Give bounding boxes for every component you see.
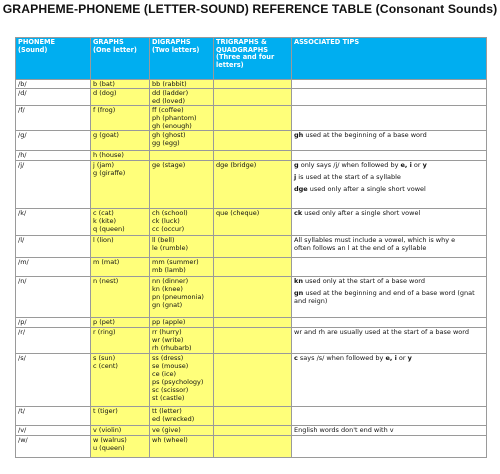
tips-cell bbox=[292, 426, 487, 436]
tips-cell bbox=[292, 106, 487, 131]
trigraphs-cell bbox=[214, 436, 292, 458]
tip-text: English words don't end with bbox=[294, 426, 390, 434]
phoneme-cell: /s/ bbox=[16, 354, 91, 407]
header-graphs bbox=[91, 38, 150, 80]
table-row bbox=[16, 131, 487, 151]
tip-line bbox=[294, 354, 484, 362]
cell-line: cc (occur) bbox=[152, 225, 185, 233]
cell-line: ck (luck) bbox=[152, 217, 180, 225]
tips-cell bbox=[292, 407, 487, 426]
tip-text: All syllables must include a vowel, which is why bbox=[294, 236, 452, 244]
trigraphs-cell bbox=[214, 354, 292, 407]
tip-text: used at the beginning and end of a base word (gnat bbox=[303, 289, 475, 297]
trigraphs-cell bbox=[214, 328, 292, 354]
cell-line: r (ring) bbox=[93, 328, 116, 336]
tips-cell bbox=[292, 328, 487, 354]
tip-keyword: j bbox=[294, 173, 297, 181]
tips-cell bbox=[292, 277, 487, 318]
cell-line: c (cent) bbox=[93, 362, 118, 370]
cell-line: mb (lamb) bbox=[152, 266, 186, 274]
table-row bbox=[16, 354, 487, 407]
tip-text: and reign) bbox=[294, 297, 328, 305]
cell-line: tt (letter) bbox=[152, 407, 182, 415]
cell-line: wh (wheel) bbox=[152, 436, 188, 444]
header-line: (Two letters) bbox=[152, 45, 200, 54]
graphs-cell bbox=[91, 436, 150, 458]
cell-line: gg (egg) bbox=[152, 139, 180, 147]
cell-line: mm (summer) bbox=[152, 258, 199, 266]
tip-keyword: gn bbox=[294, 289, 304, 297]
phoneme-cell: /t/ bbox=[16, 407, 91, 426]
digraphs-cell bbox=[150, 436, 214, 458]
digraphs-cell bbox=[150, 131, 214, 151]
cell-line: n (nest) bbox=[93, 277, 119, 285]
tips-cell bbox=[292, 436, 487, 458]
cell-line: t (tiger) bbox=[93, 407, 118, 415]
table-row bbox=[16, 328, 487, 354]
cell-line: pp (apple) bbox=[152, 318, 186, 326]
header-line: (Three and four bbox=[216, 53, 275, 61]
cell-line: sc (scissor) bbox=[152, 386, 189, 394]
cell-line: gh (ghost) bbox=[152, 131, 186, 139]
table-row bbox=[16, 209, 487, 236]
cell-line: ve (give) bbox=[152, 426, 181, 434]
table-row bbox=[16, 436, 487, 458]
header-line: letters) bbox=[216, 60, 244, 69]
phoneme-cell: /h/ bbox=[16, 151, 91, 161]
graphs-cell bbox=[91, 106, 150, 131]
graphs-cell bbox=[91, 209, 150, 236]
cell-line: s (sun) bbox=[93, 354, 116, 362]
graphs-cell bbox=[91, 258, 150, 277]
cell-line: g (giraffe) bbox=[93, 169, 126, 177]
tips-cell bbox=[292, 131, 487, 151]
header-digraphs bbox=[150, 38, 214, 80]
graphs-cell bbox=[91, 407, 150, 426]
cell-line: bb (rabbit) bbox=[152, 80, 187, 88]
trigraphs-cell bbox=[214, 407, 292, 426]
header-line: DIGRAPHS bbox=[152, 38, 191, 46]
cell-line: se (mouse) bbox=[152, 362, 189, 370]
cell-line: l (lion) bbox=[93, 236, 114, 244]
cell-line: ce (ice) bbox=[152, 370, 177, 378]
tip-text: used only after a single short vowel bbox=[302, 209, 421, 217]
cell-line: rr (hurry) bbox=[152, 328, 182, 336]
header-row bbox=[16, 38, 487, 80]
graphs-cell bbox=[91, 236, 150, 258]
cell-line: rh (rhubarb) bbox=[152, 344, 192, 352]
tip-text: used only at the start of a base word bbox=[302, 277, 425, 285]
cell-line: k (kite) bbox=[93, 217, 117, 225]
digraphs-cell bbox=[150, 318, 214, 328]
header-line: GRAPHS bbox=[93, 38, 124, 46]
tip-line bbox=[294, 328, 484, 336]
tips-cell bbox=[292, 209, 487, 236]
trigraphs-cell bbox=[214, 106, 292, 131]
tips-cell bbox=[292, 258, 487, 277]
graphs-cell bbox=[91, 426, 150, 436]
phoneme-cell: /j/ bbox=[16, 161, 91, 209]
tip-keyword: y bbox=[422, 161, 427, 169]
tip-text: or bbox=[396, 354, 408, 362]
tips-cell bbox=[292, 80, 487, 89]
cell-line: dge (bridge) bbox=[216, 161, 257, 169]
digraphs-cell bbox=[150, 277, 214, 318]
table-body bbox=[16, 80, 487, 458]
tips-cell bbox=[292, 236, 487, 258]
tip-text: used only after a single short vowel bbox=[307, 185, 426, 193]
cell-line: q (queen) bbox=[93, 225, 125, 233]
cell-line: que (cheque) bbox=[216, 209, 260, 217]
table-row bbox=[16, 407, 487, 426]
tip-line bbox=[294, 185, 484, 193]
phoneme-cell: /w/ bbox=[16, 436, 91, 458]
cell-line: f (frog) bbox=[93, 106, 116, 114]
header-line: TRIGRAPHS & bbox=[216, 38, 267, 46]
tip-line bbox=[294, 289, 484, 297]
trigraphs-cell bbox=[214, 131, 292, 151]
tip-text: used at the beginning of a base word bbox=[303, 131, 427, 139]
graphs-cell bbox=[91, 328, 150, 354]
tip-line bbox=[294, 173, 484, 181]
cell-line: le (rumble) bbox=[152, 244, 188, 252]
tips-cell bbox=[292, 161, 487, 209]
cell-line: m (mat) bbox=[93, 258, 120, 266]
phoneme-cell: /b/ bbox=[16, 80, 91, 89]
table-row bbox=[16, 258, 487, 277]
phoneme-cell: /g/ bbox=[16, 131, 91, 151]
graphs-cell bbox=[91, 161, 150, 209]
tip-keyword: c bbox=[294, 354, 298, 362]
header-line: (Sound) bbox=[18, 45, 48, 54]
trigraphs-cell bbox=[214, 89, 292, 106]
cell-line: nn (dinner) bbox=[152, 277, 189, 285]
cell-line: gn (gnat) bbox=[152, 301, 183, 309]
tip-line bbox=[294, 236, 484, 244]
trigraphs-cell bbox=[214, 161, 292, 209]
cell-line: ge (stage) bbox=[152, 161, 186, 169]
cell-line: j (jam) bbox=[93, 161, 115, 169]
phoneme-cell: /d/ bbox=[16, 89, 91, 106]
tips-cell bbox=[292, 354, 487, 407]
table-row bbox=[16, 236, 487, 258]
trigraphs-cell bbox=[214, 209, 292, 236]
trigraphs-cell bbox=[214, 80, 292, 89]
header-line: QUADGRAPHS bbox=[216, 45, 269, 54]
cell-line: st (castle) bbox=[152, 394, 185, 402]
tip-line bbox=[294, 209, 484, 217]
digraphs-cell bbox=[150, 80, 214, 89]
tip-text: or bbox=[411, 161, 423, 169]
table-row bbox=[16, 80, 487, 89]
phoneme-cell: /m/ bbox=[16, 258, 91, 277]
trigraphs-cell bbox=[214, 151, 292, 161]
page-title: GRAPHEME-PHONEME (LETTER-SOUND) REFERENCE TABLE (Consonant Sounds) bbox=[2, 2, 498, 16]
tip-keyword: y bbox=[407, 354, 412, 362]
reference-table bbox=[15, 37, 487, 458]
tip-line bbox=[294, 297, 484, 305]
digraphs-cell bbox=[150, 407, 214, 426]
digraphs-cell bbox=[150, 209, 214, 236]
header-line: ASSOCIATED TIPS bbox=[294, 38, 360, 46]
graphs-cell bbox=[91, 277, 150, 318]
tip-keyword: ck bbox=[294, 209, 303, 217]
cell-line: p (pet) bbox=[93, 318, 115, 326]
phoneme-cell: /v/ bbox=[16, 426, 91, 436]
digraphs-cell bbox=[150, 236, 214, 258]
tip-text: often follows an bbox=[294, 244, 348, 252]
cell-line: b (bat) bbox=[93, 80, 115, 88]
cell-line: kn (knee) bbox=[152, 285, 183, 293]
tip-text: e bbox=[451, 236, 456, 244]
cell-line: pn (pneumonia) bbox=[152, 293, 204, 301]
cell-line: gh (enough) bbox=[152, 122, 192, 130]
tip-text: is used at the start of a syllable bbox=[296, 173, 401, 181]
cell-line: u (queen) bbox=[93, 444, 125, 452]
tip-keyword: gh bbox=[294, 131, 304, 139]
tip-text: says /s/ when followed by bbox=[297, 354, 386, 362]
trigraphs-cell bbox=[214, 318, 292, 328]
header-line: PHONEME bbox=[18, 38, 56, 46]
cell-line: g (goat) bbox=[93, 131, 119, 139]
header-phoneme bbox=[16, 38, 91, 80]
tips-cell bbox=[292, 89, 487, 106]
digraphs-cell bbox=[150, 89, 214, 106]
table-row bbox=[16, 318, 487, 328]
table-row bbox=[16, 277, 487, 318]
digraphs-cell bbox=[150, 328, 214, 354]
phoneme-cell: /k/ bbox=[16, 209, 91, 236]
graphs-cell bbox=[91, 89, 150, 106]
cell-line: ed (loved) bbox=[152, 97, 186, 105]
cell-line: w (walrus) bbox=[93, 436, 127, 444]
cell-line: ch (school) bbox=[152, 209, 188, 217]
digraphs-cell bbox=[150, 151, 214, 161]
tip-keyword: e, i bbox=[385, 354, 397, 362]
tip-line bbox=[294, 426, 484, 434]
table-row bbox=[16, 151, 487, 161]
tips-cell bbox=[292, 318, 487, 328]
phoneme-cell: /l/ bbox=[16, 236, 91, 258]
tip-keyword: kn bbox=[294, 277, 303, 285]
tip-text: at the end of a syllable bbox=[349, 244, 427, 252]
cell-line: ps (psychology) bbox=[152, 378, 204, 386]
phoneme-cell: /r/ bbox=[16, 328, 91, 354]
cell-line: ed (wrecked) bbox=[152, 415, 195, 423]
digraphs-cell bbox=[150, 426, 214, 436]
table-row bbox=[16, 161, 487, 209]
tip-keyword: g bbox=[294, 161, 299, 169]
cell-line: ll (bell) bbox=[152, 236, 175, 244]
header-trigraphs bbox=[214, 38, 292, 80]
graphs-cell bbox=[91, 151, 150, 161]
trigraphs-cell bbox=[214, 277, 292, 318]
trigraphs-cell bbox=[214, 236, 292, 258]
table-row bbox=[16, 106, 487, 131]
cell-line: ff (coffee) bbox=[152, 106, 184, 114]
cell-line: d (dog) bbox=[93, 89, 117, 97]
digraphs-cell bbox=[150, 258, 214, 277]
trigraphs-cell bbox=[214, 426, 292, 436]
tip-text: only says /j/ when followed by bbox=[298, 161, 401, 169]
tip-line bbox=[294, 131, 484, 139]
graphs-cell bbox=[91, 354, 150, 407]
graphs-cell bbox=[91, 318, 150, 328]
phoneme-cell: /p/ bbox=[16, 318, 91, 328]
cell-line: c (cat) bbox=[93, 209, 114, 217]
table-row bbox=[16, 89, 487, 106]
tips-cell bbox=[292, 151, 487, 161]
tip-line bbox=[294, 161, 484, 169]
digraphs-cell bbox=[150, 354, 214, 407]
tip-keyword: dge bbox=[294, 185, 308, 193]
digraphs-cell bbox=[150, 106, 214, 131]
tip-line bbox=[294, 277, 484, 285]
tip-text: v bbox=[389, 426, 394, 434]
digraphs-cell bbox=[150, 161, 214, 209]
tip-text: l bbox=[347, 244, 350, 252]
cell-line: v (violin) bbox=[93, 426, 122, 434]
cell-line: ph (phantom) bbox=[152, 114, 197, 122]
phoneme-cell: /n/ bbox=[16, 277, 91, 318]
phoneme-cell: /f/ bbox=[16, 106, 91, 131]
cell-line: h (house) bbox=[93, 151, 124, 159]
table-row bbox=[16, 426, 487, 436]
graphs-cell bbox=[91, 80, 150, 89]
cell-line: ss (dress) bbox=[152, 354, 184, 362]
cell-line: wr (write) bbox=[152, 336, 184, 344]
trigraphs-cell bbox=[214, 258, 292, 277]
cell-line: dd (ladder) bbox=[152, 89, 189, 97]
graphs-cell bbox=[91, 131, 150, 151]
header-line: (One letter) bbox=[93, 45, 137, 54]
header-tips bbox=[292, 38, 487, 80]
tip-line bbox=[294, 244, 484, 252]
tip-text: wr and rh are usually used at the start of a base word bbox=[294, 328, 469, 336]
tip-keyword: e, i bbox=[400, 161, 412, 169]
